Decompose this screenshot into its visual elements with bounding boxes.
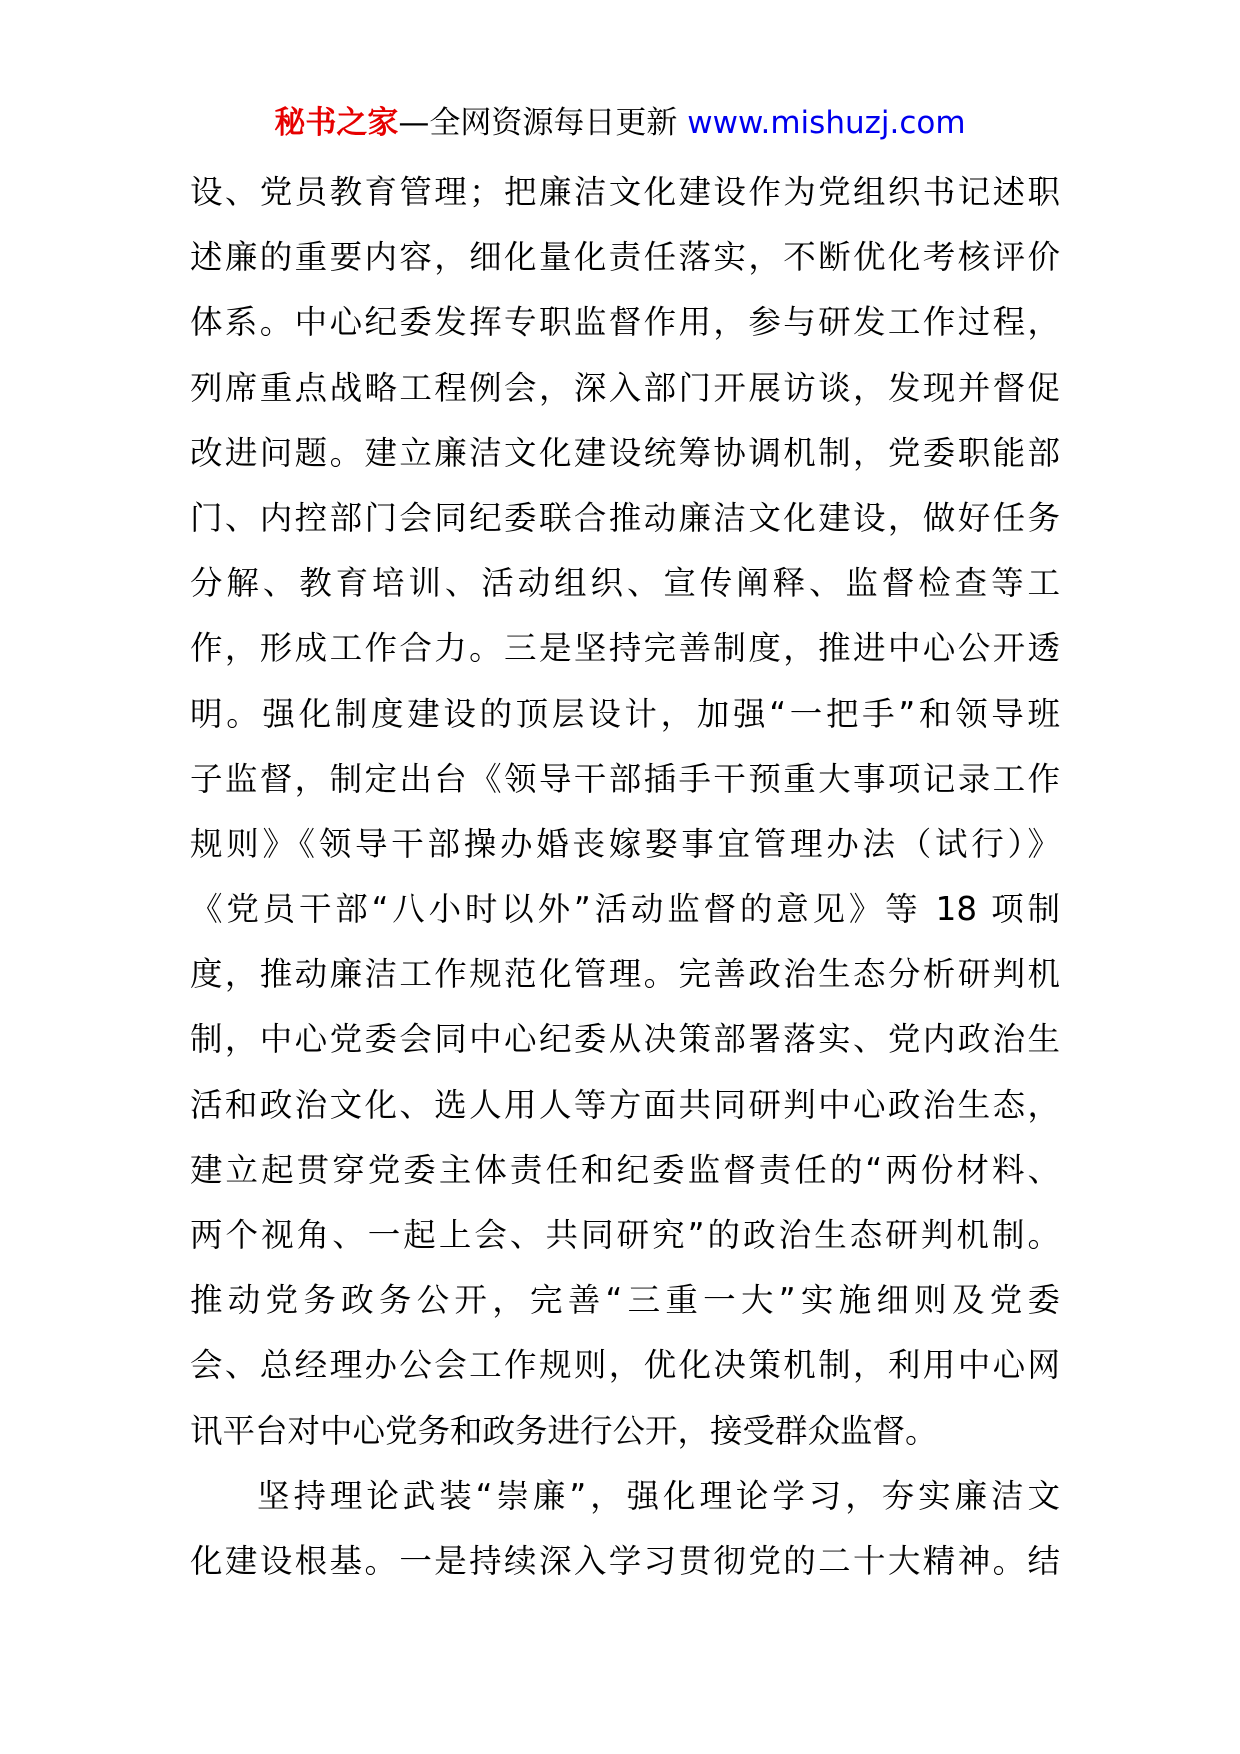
site-url-link[interactable]: www.mishuzj.com <box>687 105 966 141</box>
text-line: 讯平台对中心党务和政务进行公开，接受群众监督。 <box>190 1411 938 1450</box>
text-line: 两个视角、一起上会、共同研究”的政治生态研判机制。 <box>190 1216 1060 1254</box>
text-line: 活和政治文化、选人用人等方面共同研判中心政治生态， <box>190 1085 1060 1124</box>
text-line: 会、总经理办公会工作规则，优化决策机制，利用中心网 <box>190 1346 1060 1385</box>
text-line: 建立起贯穿党委主体责任和纪委监督责任的“两份材料、 <box>190 1150 1060 1189</box>
site-header <box>0 100 1240 146</box>
text-line: 述廉的重要内容，细化量化责任落实，不断优化考核评价 <box>190 238 1060 277</box>
text-line: 改进问题。建立廉洁文化建设统筹协调机制，党委职能部 <box>190 433 1060 472</box>
document-body <box>190 160 1060 1594</box>
text-line: 列席重点战略工程例会，深入部门开展访谈，发现并督促 <box>190 368 1060 407</box>
paragraph-start-line: 坚持理论武装“崇廉”，强化理论学习，夯实廉洁文 <box>257 1476 1060 1515</box>
text-line: 作，形成工作合力。三是坚持完善制度，推进中心公开透 <box>190 629 1060 668</box>
site-tagline: —全网资源每日更新 <box>398 105 678 141</box>
text-line: 化建设根基。一是持续深入学习贯彻党的二十大精神。结 <box>190 1541 1060 1580</box>
text-line: 度，推动廉洁工作规范化管理。完善政治生态分析研判机 <box>190 955 1060 994</box>
text-line: 明。强化制度建设的顶层设计，加强“一把手”和领导班 <box>190 694 1060 733</box>
text-line: 设、党员教育管理；把廉洁文化建设作为党组织书记述职 <box>190 173 1060 211</box>
text-line: 《党员干部“八小时以外”活动监督的意见》等 18 项制 <box>190 890 1060 929</box>
text-line: 门、内控部门会同纪委联合推动廉洁文化建设，做好任务 <box>190 498 1060 537</box>
text-line: 体系。中心纪委发挥专职监督作用，参与研发工作过程， <box>190 303 1060 342</box>
text-line: 子监督，制定出台《领导干部插手干预重大事项记录工作 <box>190 759 1060 798</box>
text-line: 规则》《领导干部操办婚丧嫁娶事宜管理办法（试行）》 <box>190 824 1060 863</box>
text-line: 分解、教育培训、活动组织、宣传阐释、监督检查等工 <box>190 564 1060 603</box>
text-line: 推动党务政务公开，完善“三重一大”实施细则及党委 <box>190 1281 1060 1320</box>
text-line: 制，中心党委会同中心纪委从决策部署落实、党内政治生 <box>190 1020 1060 1059</box>
site-brand: 秘书之家 <box>274 105 399 141</box>
